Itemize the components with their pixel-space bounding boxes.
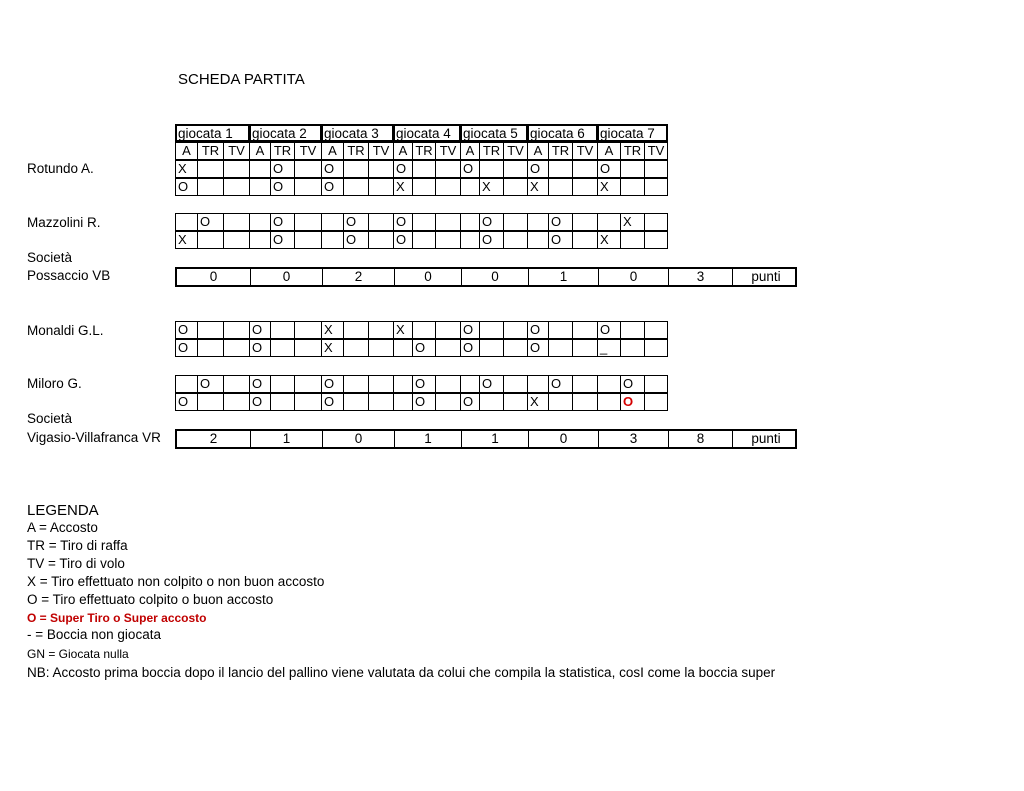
- score-cell: [270, 375, 295, 393]
- player-name: Miloro G.: [27, 376, 82, 391]
- score-cell: [644, 375, 668, 393]
- score-cell: [393, 339, 413, 357]
- subheader-cell: A: [597, 142, 621, 160]
- score-cell: [343, 178, 369, 196]
- score-cell: [197, 393, 224, 411]
- score-cell: X: [321, 339, 344, 357]
- score-cell: X: [597, 178, 621, 196]
- score-cell: [479, 321, 504, 339]
- score-cell: O: [249, 375, 271, 393]
- score-cell: O: [270, 213, 295, 231]
- score-cell: [548, 339, 573, 357]
- game-header-label: giocata 7: [597, 124, 668, 142]
- score-cell: [412, 231, 436, 249]
- game-score: 0: [177, 269, 251, 285]
- game-header-label: giocata 2: [249, 124, 322, 142]
- page-title: SCHEDA PARTITA: [178, 71, 305, 88]
- score-cell: [644, 321, 668, 339]
- score-cell: [503, 213, 528, 231]
- score-cell: O: [479, 231, 504, 249]
- score-cell: [368, 160, 394, 178]
- score-cell: [435, 393, 461, 411]
- score-cell: O: [460, 321, 480, 339]
- score-cell: O: [321, 178, 344, 196]
- subheader-cell: A: [249, 142, 271, 160]
- score-cell: [368, 231, 394, 249]
- subheader-cell: TV: [368, 142, 394, 160]
- score-cell: [223, 231, 250, 249]
- score-cell: [527, 231, 549, 249]
- score-cell: [368, 213, 394, 231]
- score-cell: [503, 339, 528, 357]
- game-score: 1: [395, 431, 462, 447]
- score-cell: [460, 375, 480, 393]
- subheader-cell: TV: [503, 142, 528, 160]
- score-cell: O: [527, 321, 549, 339]
- score-cell: [197, 160, 224, 178]
- score-cell: [368, 321, 394, 339]
- societa-label: Società: [27, 250, 73, 265]
- score-cell: O: [597, 160, 621, 178]
- subheader-cell: TR: [412, 142, 436, 160]
- score-cell: [572, 213, 598, 231]
- score-cell: [527, 213, 549, 231]
- score-cell: [572, 178, 598, 196]
- subheader-cell: TV: [435, 142, 461, 160]
- score-cell: [503, 375, 528, 393]
- score-cell: O: [321, 393, 344, 411]
- game-header-label: giocata 5: [460, 124, 528, 142]
- score-cell: [223, 339, 250, 357]
- score-cell: [572, 393, 598, 411]
- score-cell: O: [620, 375, 645, 393]
- score-cell: X: [321, 321, 344, 339]
- score-cell: [197, 178, 224, 196]
- score-cell: [435, 339, 461, 357]
- score-cell: [343, 393, 369, 411]
- score-cell: [572, 321, 598, 339]
- subheader-cell: TR: [343, 142, 369, 160]
- score-cell: [572, 160, 598, 178]
- score-cell: [644, 231, 668, 249]
- game-score: 2: [323, 269, 395, 285]
- score-cell: O: [393, 231, 413, 249]
- score-cell: O: [548, 231, 573, 249]
- score-cell: [294, 321, 322, 339]
- score-cell: [249, 160, 271, 178]
- punti-label: punti: [751, 269, 781, 284]
- score-cell: _: [597, 339, 621, 357]
- score-cell: [597, 393, 621, 411]
- score-cell: [620, 321, 645, 339]
- score-cell: [223, 321, 250, 339]
- game-score: 1: [462, 431, 529, 447]
- score-cell: O: [343, 231, 369, 249]
- score-cell: O: [460, 339, 480, 357]
- score-cell: [175, 213, 198, 231]
- score-cell: [197, 231, 224, 249]
- game-header-label: giocata 1: [175, 124, 250, 142]
- team-name: Vigasio-Villafranca VR: [27, 430, 161, 445]
- score-cell: [620, 231, 645, 249]
- score-cell: X: [597, 231, 621, 249]
- score-cell: O: [270, 160, 295, 178]
- score-cell: [435, 178, 461, 196]
- game-score: 0: [599, 269, 669, 285]
- score-cell: [412, 160, 436, 178]
- score-cell: [435, 321, 461, 339]
- score-cell: [270, 393, 295, 411]
- player-name: Rotundo A.: [27, 161, 94, 176]
- score-cell: [294, 178, 322, 196]
- score-cell: O: [527, 339, 549, 357]
- legend-line: - = Boccia non giocata: [27, 627, 161, 642]
- score-cell: O: [270, 231, 295, 249]
- societa-label: Società: [27, 411, 73, 426]
- score-cell: O: [479, 213, 504, 231]
- score-cell: [223, 393, 250, 411]
- score-cell: [503, 231, 528, 249]
- score-cell: O: [620, 393, 645, 411]
- subheader-cell: A: [321, 142, 344, 160]
- score-cell: [548, 178, 573, 196]
- score-cell: [435, 375, 461, 393]
- score-cell: [412, 321, 436, 339]
- score-cell: [435, 160, 461, 178]
- score-cell: [294, 231, 322, 249]
- score-cell: [343, 160, 369, 178]
- score-cell: [548, 393, 573, 411]
- score-cell: [368, 339, 394, 357]
- score-cell: [597, 213, 621, 231]
- score-cell: [597, 375, 621, 393]
- team-score-row: [175, 429, 797, 449]
- score-cell: [572, 231, 598, 249]
- score-cell: [368, 375, 394, 393]
- score-cell: [503, 160, 528, 178]
- legend-line: O = Tiro effettuato colpito o buon accosto: [27, 592, 274, 607]
- score-cell: [503, 178, 528, 196]
- score-cell: [249, 178, 271, 196]
- score-cell: X: [620, 213, 645, 231]
- score-cell: O: [393, 160, 413, 178]
- game-score: 2: [177, 431, 251, 447]
- score-cell: [197, 321, 224, 339]
- score-cell: [548, 160, 573, 178]
- score-cell: [644, 213, 668, 231]
- score-cell: [223, 375, 250, 393]
- team-name: Possaccio VB: [27, 268, 111, 283]
- score-cell: [294, 393, 322, 411]
- subheader-cell: TV: [294, 142, 322, 160]
- score-cell: O: [393, 213, 413, 231]
- game-header-label: giocata 6: [527, 124, 598, 142]
- score-cell: [270, 339, 295, 357]
- player-name: Mazzolini R.: [27, 215, 101, 230]
- game-score: 1: [251, 431, 323, 447]
- subheader-cell: TV: [223, 142, 250, 160]
- score-cell: [460, 231, 480, 249]
- score-cell: [572, 339, 598, 357]
- score-cell: [572, 375, 598, 393]
- score-cell: [644, 178, 668, 196]
- legend-line: TR = Tiro di raffa: [27, 538, 128, 553]
- subheader-cell: A: [393, 142, 413, 160]
- score-cell: [644, 393, 668, 411]
- score-cell: [368, 393, 394, 411]
- score-cell: X: [175, 160, 198, 178]
- legend-nb: NB: Accosto prima boccia dopo il lancio del pallino viene valutata da colui che compila la statistica, cosI come la boccia super: [27, 665, 776, 680]
- score-cell: [503, 393, 528, 411]
- subheader-cell: TV: [644, 142, 668, 160]
- legend-super: O = Super Tiro o Super accosto: [27, 611, 207, 625]
- score-cell: O: [460, 393, 480, 411]
- game-header-label: giocata 4: [393, 124, 461, 142]
- score-cell: [270, 321, 295, 339]
- subheader-cell: TV: [572, 142, 598, 160]
- score-cell: [503, 321, 528, 339]
- score-cell: [460, 213, 480, 231]
- subheader-cell: A: [527, 142, 549, 160]
- game-score: 0: [251, 269, 323, 285]
- legend-line: A = Accosto: [27, 520, 98, 535]
- game-score: 0: [462, 269, 529, 285]
- score-cell: [479, 393, 504, 411]
- score-cell: O: [460, 160, 480, 178]
- legend-title: LEGENDA: [27, 502, 99, 519]
- score-cell: [343, 339, 369, 357]
- score-cell: O: [343, 213, 369, 231]
- subheader-cell: TR: [620, 142, 645, 160]
- score-cell: O: [249, 393, 271, 411]
- punti-label: punti: [751, 431, 781, 446]
- game-score: 3: [599, 431, 669, 447]
- score-cell: [644, 160, 668, 178]
- subheader-cell: TR: [197, 142, 224, 160]
- score-cell: O: [597, 321, 621, 339]
- score-cell: [294, 339, 322, 357]
- score-cell: [294, 213, 322, 231]
- score-cell: X: [393, 321, 413, 339]
- score-cell: [368, 178, 394, 196]
- score-cell: O: [197, 375, 224, 393]
- score-cell: [479, 160, 504, 178]
- score-cell: [249, 213, 271, 231]
- score-cell: [197, 339, 224, 357]
- game-score: 0: [395, 269, 462, 285]
- score-cell: [435, 213, 461, 231]
- total-score: 3: [669, 269, 733, 285]
- score-cell: O: [412, 375, 436, 393]
- score-cell: [223, 160, 250, 178]
- score-cell: [343, 321, 369, 339]
- score-cell: O: [321, 160, 344, 178]
- score-cell: O: [175, 393, 198, 411]
- score-cell: O: [412, 339, 436, 357]
- game-score: 0: [323, 431, 395, 447]
- score-cell: X: [527, 178, 549, 196]
- score-cell: O: [321, 375, 344, 393]
- game-header-label: giocata 3: [321, 124, 394, 142]
- score-cell: [223, 178, 250, 196]
- score-cell: X: [479, 178, 504, 196]
- score-cell: X: [175, 231, 198, 249]
- score-cell: X: [527, 393, 549, 411]
- score-cell: [460, 178, 480, 196]
- score-cell: O: [249, 321, 271, 339]
- score-cell: [548, 321, 573, 339]
- subheader-cell: TR: [479, 142, 504, 160]
- score-cell: [479, 339, 504, 357]
- game-score: 1: [529, 269, 599, 285]
- score-cell: O: [175, 178, 198, 196]
- score-cell: X: [393, 178, 413, 196]
- score-cell: [294, 375, 322, 393]
- game-score: 0: [529, 431, 599, 447]
- score-cell: [249, 231, 271, 249]
- score-cell: [412, 213, 436, 231]
- subheader-cell: TR: [548, 142, 573, 160]
- score-cell: [393, 393, 413, 411]
- score-cell: O: [412, 393, 436, 411]
- score-cell: [321, 213, 344, 231]
- player-name: Monaldi G.L.: [27, 323, 104, 338]
- team-score-row: [175, 267, 797, 287]
- subheader-cell: A: [460, 142, 480, 160]
- score-cell: [223, 213, 250, 231]
- score-cell: [644, 339, 668, 357]
- score-cell: [321, 231, 344, 249]
- score-cell: O: [197, 213, 224, 231]
- score-cell: [294, 160, 322, 178]
- score-cell: [527, 375, 549, 393]
- legend-line: TV = Tiro di volo: [27, 556, 125, 571]
- score-cell: [620, 178, 645, 196]
- score-cell: O: [270, 178, 295, 196]
- score-cell: O: [548, 213, 573, 231]
- score-cell: [435, 231, 461, 249]
- score-cell: O: [479, 375, 504, 393]
- score-cell: [175, 375, 198, 393]
- score-cell: O: [527, 160, 549, 178]
- subheader-cell: A: [175, 142, 198, 160]
- score-cell: [412, 178, 436, 196]
- legend-gn: GN = Giocata nulla: [27, 647, 129, 661]
- score-cell: [343, 375, 369, 393]
- score-cell: O: [175, 339, 198, 357]
- score-cell: [620, 160, 645, 178]
- score-cell: O: [175, 321, 198, 339]
- score-cell: [393, 375, 413, 393]
- score-cell: O: [249, 339, 271, 357]
- subheader-cell: TR: [270, 142, 295, 160]
- legend-line: X = Tiro effettuato non colpito o non buon accosto: [27, 574, 325, 589]
- score-cell: [620, 339, 645, 357]
- total-score: 8: [669, 431, 733, 447]
- score-cell: O: [548, 375, 573, 393]
